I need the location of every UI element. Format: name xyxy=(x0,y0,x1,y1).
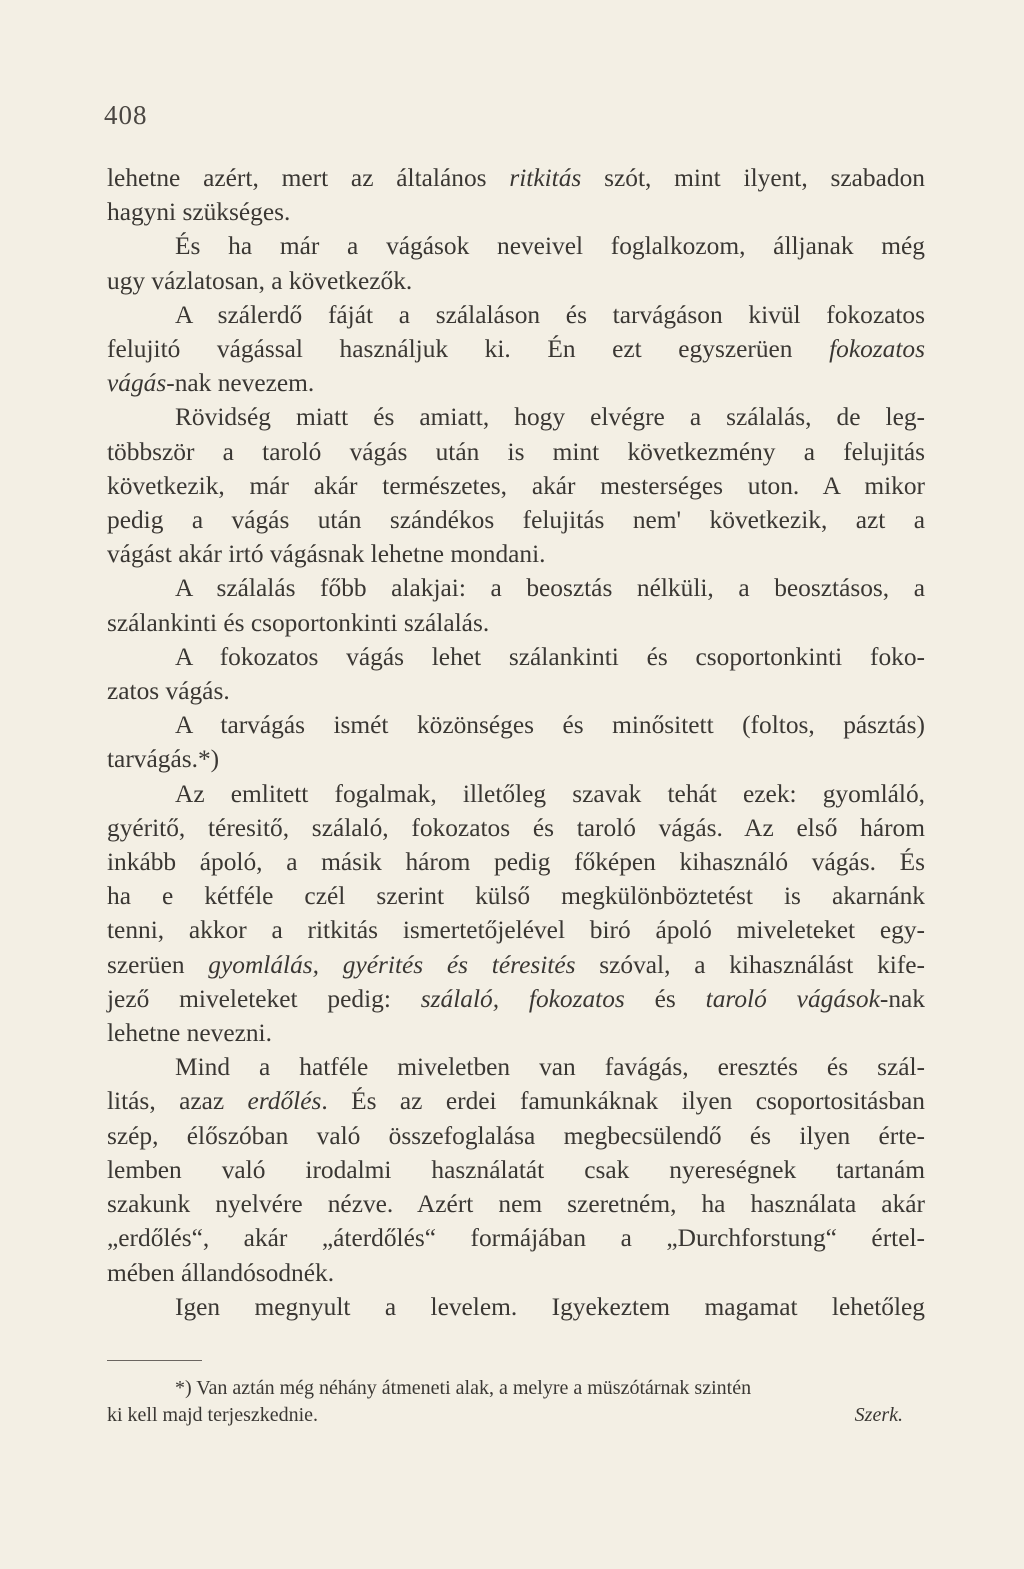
text-line: mében állandósodnék. xyxy=(107,1258,335,1287)
text-line: lehetne azért, mert az általános ritkitás szót, mint ilyent, szabadon xyxy=(107,164,925,192)
text-line: szálankinti és csoportonkinti szálalás. xyxy=(107,608,490,637)
text-line: A fokozatos vágás lehet szálankinti és csoportonkinti foko- xyxy=(175,642,925,671)
text-line: A szálerdő fáját a szálaláson és tarvágáson kivül fokozatos xyxy=(175,300,925,329)
text-line: Igen megnyult a levelem. Igyekeztem magamat lehetőleg xyxy=(175,1292,925,1321)
text-line: ugy vázlatosan, a következők. xyxy=(107,266,413,295)
text-line: lehetne nevezni. xyxy=(107,1019,272,1048)
text-line: tarvágás.*) xyxy=(107,745,220,774)
text-line: pedig a vágás után szándékos felujitás nem' következik, azt a xyxy=(107,506,925,535)
text-line: jező miveleteket pedig: szálaló, fokozatos és taroló vágások-nak xyxy=(107,984,925,1013)
page-number: 408 xyxy=(104,100,148,130)
text-line: És ha már a vágások neveivel foglalkozom, álljanak még xyxy=(175,232,925,261)
text-line: inkább ápoló, a másik három pedig főképen kihasználó vágás. És xyxy=(107,848,925,877)
footnote-line xyxy=(107,1402,925,1429)
text-line: A tarvágás ismét közönséges és minősitett (foltos, pásztás) xyxy=(175,711,925,740)
text-line: szerüen gyomlálás, gyérités és téresités szóval, a kihasználást kife- xyxy=(107,950,925,979)
text-line: következik, már akár természetes, akár mesterséges uton. A mikor xyxy=(107,471,925,500)
text-line: szép, élőszóban való összefoglalása megbecsülendő és ilyen érte- xyxy=(107,1121,925,1150)
text-line: „erdőlés“, akár „áterdőlés“ formájában a „Durchforstung“ értel- xyxy=(107,1224,925,1253)
text-line: lemben való irodalmi használatát csak nyereségnek tartanám xyxy=(107,1155,925,1184)
text-line: hagyni szükséges. xyxy=(107,198,291,227)
text-line: felujitó vágással használjuk ki. Én ezt egyszerüen fokozatos xyxy=(107,335,925,364)
footnote-divider xyxy=(107,1360,202,1361)
text-line: A szálalás főbb alakjai: a beosztás nélküli, a beosztásos, a xyxy=(175,574,925,603)
text-line: ha e kétféle czél szerint külső megkülönböztetést is akarnánk xyxy=(107,882,925,911)
text-line: többször a taroló vágás után is mint következmény a felujitás xyxy=(107,437,925,466)
footnote xyxy=(107,1375,925,1429)
text-line: szakunk nyelvére nézve. Azért nem szeretném, ha használata akár xyxy=(107,1190,925,1219)
text-line: Rövidség miatt és amiatt, hogy elvégre a szálalás, de leg- xyxy=(175,403,925,432)
text-line: Mind a hatféle miveletben van favágás, eresztés és szál- xyxy=(175,1053,925,1082)
text-line: tenni, akkor a ritkitás ismertetőjelével biró ápoló miveleteket egy- xyxy=(107,916,925,945)
text-line: Az emlitett fogalmak, illetőleg szavak tehát ezek: gyomláló, xyxy=(175,779,925,808)
text-line: zatos vágás. xyxy=(107,677,230,706)
footnote-line: *) Van aztán még néhány átmeneti alak, a melyre a müszótárnak szintén xyxy=(175,1377,752,1399)
text-line: vágást akár irtó vágásnak lehetne mondani. xyxy=(107,540,546,569)
footnote-text: ki kell majd terjeszkednie. xyxy=(107,1404,319,1426)
text-line: gyéritő, téresitő, szálaló, fokozatos és taroló vágás. Az első három xyxy=(107,813,925,842)
footnote-signature: Szerk. xyxy=(854,1404,903,1426)
text-line: litás, azaz erdőlés. És az erdei famunkáknak ilyen csoportositásban xyxy=(107,1087,925,1116)
text-line: vágás-nak nevezem. xyxy=(107,369,315,398)
body-text xyxy=(107,161,925,1324)
